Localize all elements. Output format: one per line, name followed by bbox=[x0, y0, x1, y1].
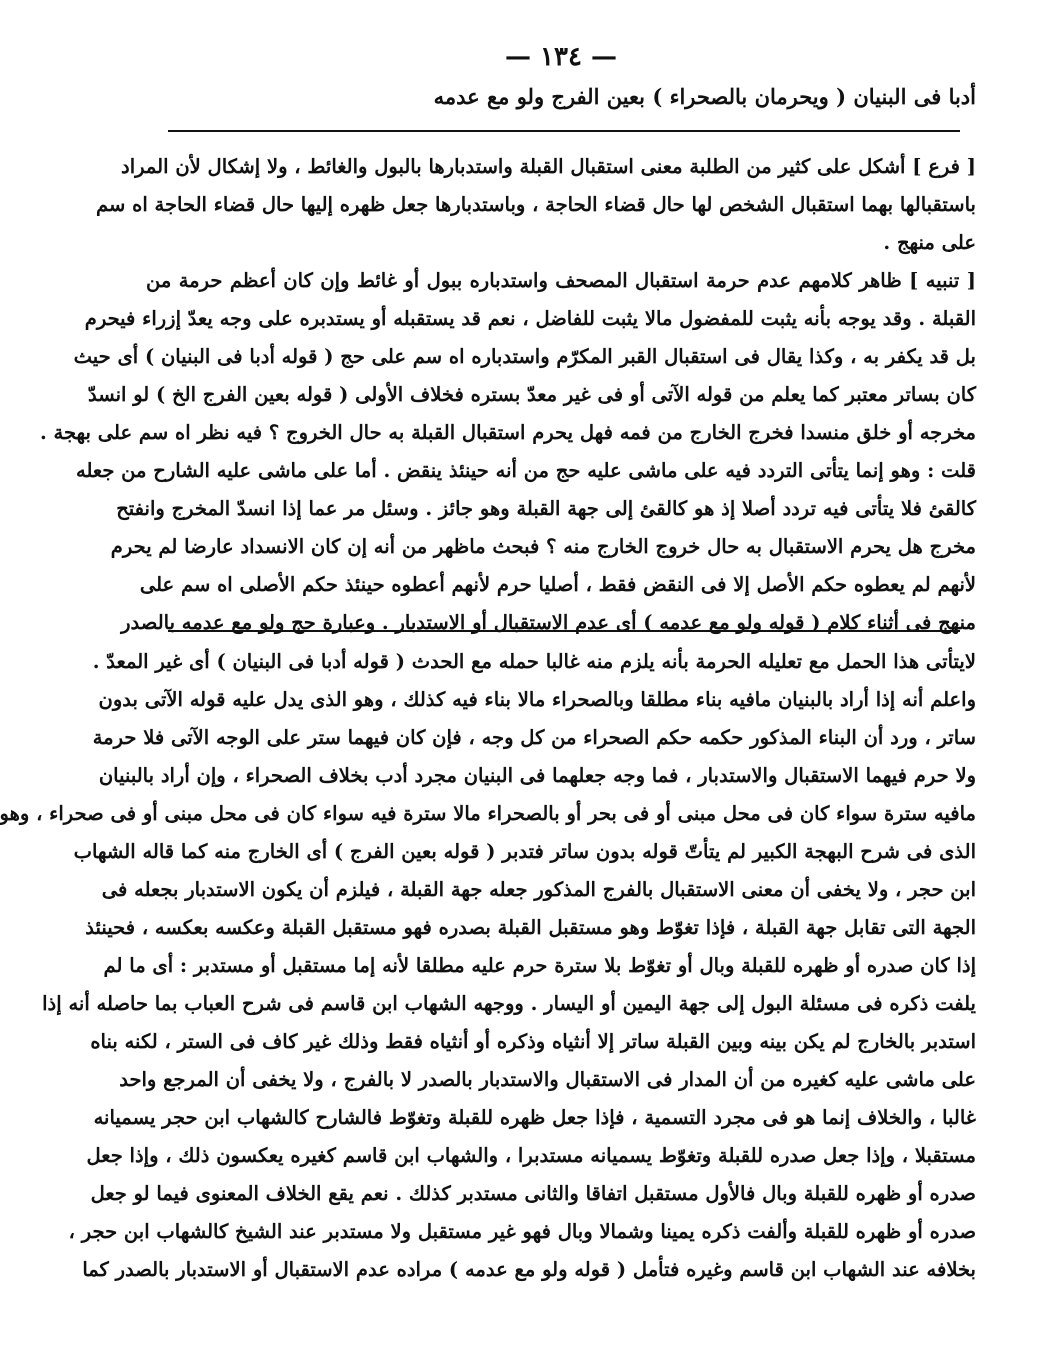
text-line: مخرج هل يحرم الاستقبال به حال خروج الخارج منه ؟ فبحث ماظهر من أنه إن كان الانسداد عارضا لم يحرم bbox=[110, 535, 976, 558]
text-line: الجهة التى تقابل جهة القبلة ، فإذا تغوّط وهو مستقبل القبلة بصدره فهو مستقبل القبلة وعكسه بعكسه ، فحينئذ bbox=[85, 916, 976, 939]
text-line: ساتر ، ورد أن البناء المذكور حكمه حكم الصحراء من كل وجه ، فإن كان فيهما ستر على الوجه الآتى فلا حرمة bbox=[92, 726, 976, 749]
text-line: إذا كان صدره أو ظهره للقبلة وبال أو تغوّط بلا سترة حرم عليه مطلقا لأنه إما مستقبل أو مستدبر : أى ما لم bbox=[103, 954, 976, 977]
text-line: قلت : وهو إنما يتأتى التردد فيه على ماشى عليه حج من أنه حينئذ ينقض . أما على ماشى عليه الشارح من جعله bbox=[76, 459, 976, 482]
text-line: غالبا ، والخلاف إنما هو فى مجرد التسمية ، فإذا جعل ظهره للقبلة وتغوّط فالشارح كالشهاب ابن حجر يسميانه bbox=[93, 1106, 976, 1129]
text-line: باستقبالها بهما استقبال الشخص لها حال قضاء الحاجة ، وباستدبارها جعل ظهره إليها حال قضاء الحاجة اه سم bbox=[96, 193, 976, 216]
text-line: ابن حجر ، ولا يخفى أن معنى الاستقبال بالفرج المذكور جعله جهة القبلة ، فيلزم أن يكون الاستدبار بجعله فى bbox=[101, 878, 976, 901]
section-divider bbox=[168, 630, 960, 632]
text-line: واعلم أنه إذا أراد بالبنيان مافيه بناء مطلقا وبالصحراء مالا بناء فيه كذلك ، وهو الذى يدل عليه قوله الآتى بدون bbox=[98, 688, 976, 711]
text-line: ولا حرم فيهما الاستقبال والاستدبار ، فما وجه جعلهما فى البنيان مجرد أدب بخلاف الصحراء ، وإن أراد بالبنيان bbox=[98, 764, 976, 787]
text-line: كالقئ فلا يتأتى فيه تردد أصلا إذ هو كالقئ إلى جهة القبلة وهو جائز . وسئل مر عما إذا انسدّ المخرج وانفتح bbox=[116, 497, 976, 520]
text-line: على ماشى عليه كغيره من أن المدار فى الاستقبال والاستدبار بالصدر لا بالفرج ، ولا يخفى أن المرجع واحد bbox=[119, 1068, 976, 1091]
text-line: منهج فى أثناء كلام ( قوله ولو مع عدمه ) أى عدم الاستقبال أو الاستدبار . وعبارة حج ولو مع عدمه بالصدر bbox=[121, 611, 976, 634]
text-line: يلفت ذكره فى مسئلة البول إلى جهة اليمين أو اليسار . ووجهه الشهاب ابن قاسم فى شرح العباب بما حاصله أنه إذا bbox=[42, 992, 976, 1015]
text-line: مافيه سترة سواء كان فى محل مبنى أو فى بحر أو بالصحراء مالا سترة فيه سواء كان فى محل مبنى أو فى صحراء ، وهو bbox=[0, 802, 976, 825]
commentary-lower bbox=[0, 643, 976, 1289]
text-line: كان بساتر معتبر كما يعلم من قوله الآتى أو فى غير معدّ بستره فخلاف الأولى ( قوله بعين الفرج الخ ) لو انسدّ bbox=[87, 383, 976, 406]
text-line: مخرجه أو خلق منسدا فخرج الخارج من فمه فهل يحرم استقبال القبلة به حال الخروج ؟ فيه نظر اه سم على بهجة . bbox=[39, 421, 976, 444]
text-line: بل قد يكفر به ، وكذا يقال فى استقبال القبر المكرّم واستدباره اه سم على حج ( قوله أدبا فى البنيان ) أى حيث bbox=[73, 345, 976, 368]
text-line: صدره أو ظهره للقبلة وبال فالأول مستقبل اتفاقا والثانى مستدبر كذلك . نعم يقع الخلاف المعنوى فيما لو جعل bbox=[90, 1182, 976, 1205]
text-line: القبلة . وقد يوجه بأنه يثبت للمفضول مالا يثبت للفاضل ، نعم قد يستقبله أو يستدبره على وجه يعدّ إزراء فيحرم bbox=[84, 307, 976, 330]
text-line: صدره أو ظهره للقبلة وألفت ذكره يمينا وشمالا وبال فهو غير مستقبل ولا مستدبر عند الشيخ كالشهاب ابن حجر ، bbox=[68, 1220, 976, 1243]
text-line: الذى فى شرح البهجة الكبير لم يتأتّ قوله بدون ساتر فتدبر ( قوله بعين الفرج ) أى الخارج منه كما قاله الشهاب bbox=[73, 840, 976, 863]
text-line: مستقبلا ، وإذا جعل صدره للقبلة وتغوّط يسميانه مستدبرا ، والشهاب ابن قاسم كغيره يعكسون ذلك ، وإذا جعل bbox=[86, 1144, 976, 1167]
text-line: [ فرع ] أشكل على كثير من الطلبة معنى استقبال القبلة واستدبارها بالبول والغائط ، ولا إشكال لأن المراد bbox=[121, 155, 976, 178]
header-divider bbox=[168, 130, 960, 132]
text-line: لايتأتى هذا الحمل مع تعليله الحرمة بأنه يلزم منه غالبا حمله مع الحدث ( قوله أدبا فى البنيان ) أى غير المعدّ . bbox=[92, 650, 976, 673]
running-header: أدبا فى البنيان ( ويحرمان بالصحراء ) بعين الفرج ولو مع عدمه bbox=[433, 84, 976, 109]
text-line: على منهج . bbox=[883, 231, 976, 254]
text-line: لأنهم لم يعطوه حكم الأصل إلا فى النقض فقط ، أصليا حرم لأنهم أعطوه حينئذ حكم الأصلى اه سم على bbox=[139, 573, 976, 596]
text-line: بخلافه عند الشهاب ابن قاسم وغيره فتأمل ( قوله ولو مع عدمه ) مراده عدم الاستقبال أو الاستدبار بالصدر كما bbox=[82, 1258, 976, 1281]
page-number: — ١٣٤ — bbox=[504, 42, 618, 72]
text-line: استدبر بالخارج لم يكن بينه وبين القبلة ساتر إلا أنثياه وذكره أو أنثياه فقط وذلك غير كاف فى الستر ، لكنه بناه bbox=[90, 1030, 976, 1053]
commentary-upper bbox=[39, 148, 976, 642]
text-line: [ تنبيه ] ظاهر كلامهم عدم حرمة استقبال المصحف واستدباره ببول أو غائط وإن كان أعظم حرمة من bbox=[146, 269, 976, 292]
